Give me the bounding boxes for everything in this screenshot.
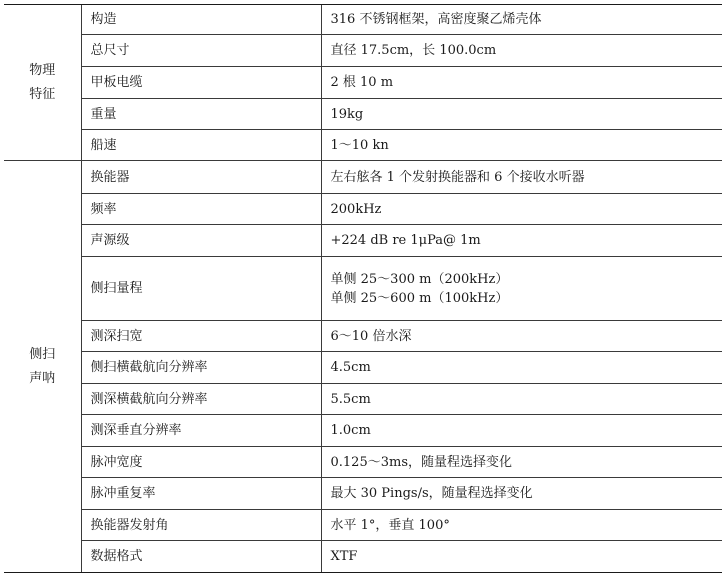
value-line: 6～10 倍水深 [330,328,412,344]
table-row [4,352,722,384]
value-line: +224 dB re 1μPa@ 1m [330,233,481,248]
value-cell [321,352,722,384]
category-cell [4,161,81,573]
table-row [4,321,722,352]
value-line: 水平 1°，垂直 100° [330,517,450,533]
value-cell [321,415,722,447]
value-cell [321,510,722,541]
value-cell [321,35,722,67]
value-cell [321,225,722,257]
value-line: 1.0cm [330,423,371,438]
value-cell [321,257,722,321]
table-row [4,67,722,99]
parameter-cell: 侧扫量程 [81,257,321,321]
value-line: 19kg [330,106,364,122]
table-row [4,415,722,447]
parameter-cell: 脉冲宽度 [81,447,321,478]
value-line: 单侧 25～300 m（200kHz） [330,271,509,287]
parameter-cell: 测深横截航向分辨率 [81,384,321,415]
table-row [4,161,722,194]
value-line: 0.125～3ms，随量程选择变化 [330,454,512,470]
value-line: 1～10 kn [330,137,389,153]
value-cell [321,321,722,352]
table-row [4,99,722,130]
parameter-cell: 声源级 [81,225,321,257]
parameter-cell: 测深垂直分辨率 [81,415,321,447]
value-cell [321,478,722,510]
value-cell [321,67,722,99]
value-line: 左右舷各 1 个发射换能器和 6 个接收水听器 [330,169,585,185]
value-cell [321,5,722,35]
table-row [4,5,722,35]
table-row [4,130,722,161]
table-row [4,384,722,415]
spec-table [4,4,722,573]
table-row [4,447,722,478]
category-cell [4,5,81,161]
parameter-cell: 甲板电缆 [81,67,321,99]
value-cell [321,130,722,161]
value-cell [321,161,722,194]
parameter-cell: 频率 [81,194,321,225]
value-line: 最大 30 Pings/s，随量程选择变化 [330,486,533,501]
value-line: 直径 17.5cm，长 100.0cm [330,43,497,58]
spec-table-body [4,5,722,573]
value-cell [321,194,722,225]
value-line: 5.5cm [330,391,371,407]
parameter-cell: 侧扫横截航向分辨率 [81,352,321,384]
parameter-cell: 总尺寸 [81,35,321,67]
value-line: 4.5cm [330,360,371,375]
value-line: XTF [330,549,358,564]
category-label: 物理特征 [29,62,56,102]
value-line: 316 不锈钢框架，高密度聚乙烯壳体 [330,12,542,27]
parameter-cell: 构造 [81,5,321,35]
parameter-cell: 重量 [81,99,321,130]
table-row [4,541,722,573]
value-line: 200kHz [330,201,382,217]
table-row [4,225,722,257]
value-cell [321,384,722,415]
table-row [4,510,722,541]
parameter-cell: 船速 [81,130,321,161]
parameter-cell: 换能器发射角 [81,510,321,541]
parameter-cell: 换能器 [81,161,321,194]
value-line: 单侧 25～600 m（100kHz） [330,290,509,306]
table-row [4,257,722,321]
parameter-cell: 数据格式 [81,541,321,573]
value-cell [321,541,722,573]
table-row [4,35,722,67]
parameter-cell: 测深扫宽 [81,321,321,352]
table-row [4,194,722,225]
value-line: 2 根 10 m [330,75,394,90]
table-row [4,478,722,510]
parameter-cell: 脉冲重复率 [81,478,321,510]
value-cell [321,99,722,130]
category-label: 侧扫声呐 [29,346,56,386]
value-cell [321,447,722,478]
